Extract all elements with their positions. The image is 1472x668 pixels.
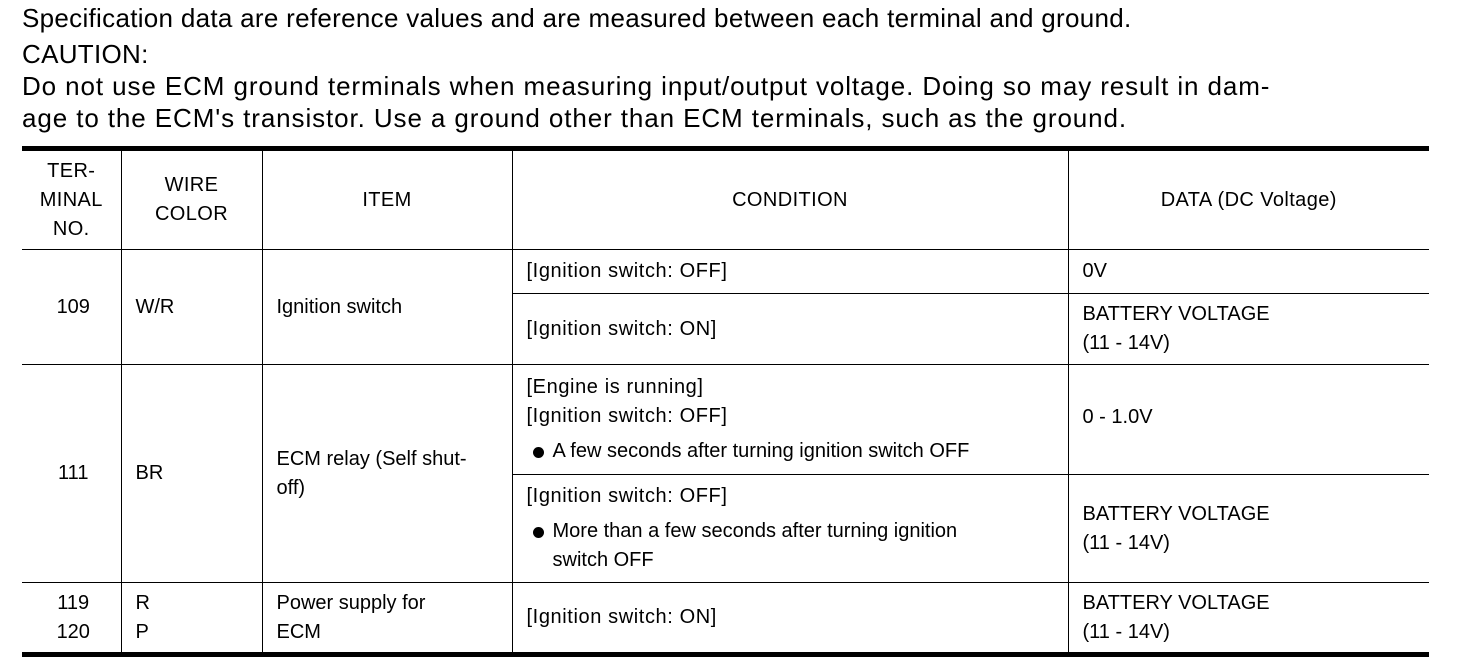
item-name-line: ECM [276,620,321,643]
data-value-line: BATTERY VOLTAGE [1082,303,1270,325]
condition-bullets [527,517,1058,575]
caution-text-line: Do not use ECM ground terminals when measuring input/output voltage. Doing so may result in dam- [22,71,1271,101]
condition-line: [Ignition switch: OFF] [526,405,728,427]
wire-color-line: P [135,620,149,643]
specification-note: Specification data are reference values and are measured between each terminal and ground. [22,3,1132,33]
item-name-line: ECM relay (Self shut- [276,447,467,470]
data-value-line: (11 - 14V) [1082,620,1170,643]
terminal-number: 111 [22,365,121,583]
header-terminal-line: TER- [47,159,96,182]
wire-color-line: R [135,591,150,614]
condition-bullets [527,437,1058,466]
ecm-terminal-spec-table [22,146,1429,657]
caution-text-line: age to the ECM's transistor. Use a ground other than ECM terminals, such as the ground. [22,103,1128,133]
wire-color: BR [121,365,262,583]
data-value-line: (11 - 14V) [1082,531,1170,554]
header-wire-color [121,149,262,250]
table-row [22,583,1429,655]
condition-cell [512,365,1068,475]
condition-bullet-line: switch OFF [552,549,654,571]
header-terminal-line: NO. [52,217,90,240]
header-wire-line: WIRE [164,174,219,196]
condition-bullet [527,517,1058,575]
item-name-line: off) [276,476,306,499]
item-name-line: Power supply for [276,591,426,614]
data-value [1068,475,1429,583]
wire-color [121,583,262,655]
item-name [262,583,512,655]
header-item: ITEM [262,149,512,250]
terminal-number-line: 120 [56,620,90,643]
header-terminal-no [22,149,121,250]
data-value [1068,583,1429,655]
data-value: 0 - 1.0V [1068,365,1429,475]
intro-text [22,2,1442,134]
header-wire-line: COLOR [154,203,229,225]
condition-cell: [Ignition switch: ON] [512,294,1068,365]
item-name [262,365,512,583]
data-value-line: (11 - 14V) [1082,332,1170,354]
terminal-number-line: 119 [57,591,90,614]
condition-line: [Engine is running] [526,376,704,398]
header-data: DATA (DC Voltage) [1068,149,1429,250]
terminal-number: 109 [22,250,121,365]
table-row [22,365,1429,475]
condition-bullet: A few seconds after turning ignition switch OFF [527,437,1058,466]
header-row [22,149,1429,250]
data-value-line: BATTERY VOLTAGE [1082,502,1270,525]
condition-cell: [Ignition switch: OFF] [512,250,1068,294]
data-value [1068,294,1429,365]
condition-cell: [Ignition switch: ON] [512,583,1068,655]
caution-text [22,70,1442,134]
caution-heading: CAUTION: [22,39,149,69]
wire-color: W/R [121,250,262,365]
condition-line: [Ignition switch: OFF] [526,485,728,507]
item-name: Ignition switch [262,250,512,365]
condition-bullet-line: More than a few seconds after turning ignition [552,520,958,542]
header-condition: CONDITION [512,149,1068,250]
header-terminal-line: MINAL [39,188,103,211]
data-value: 0V [1068,250,1429,294]
condition-cell [512,475,1068,583]
data-value-line: BATTERY VOLTAGE [1082,591,1270,614]
terminal-number [22,583,121,655]
table-row [22,250,1429,294]
